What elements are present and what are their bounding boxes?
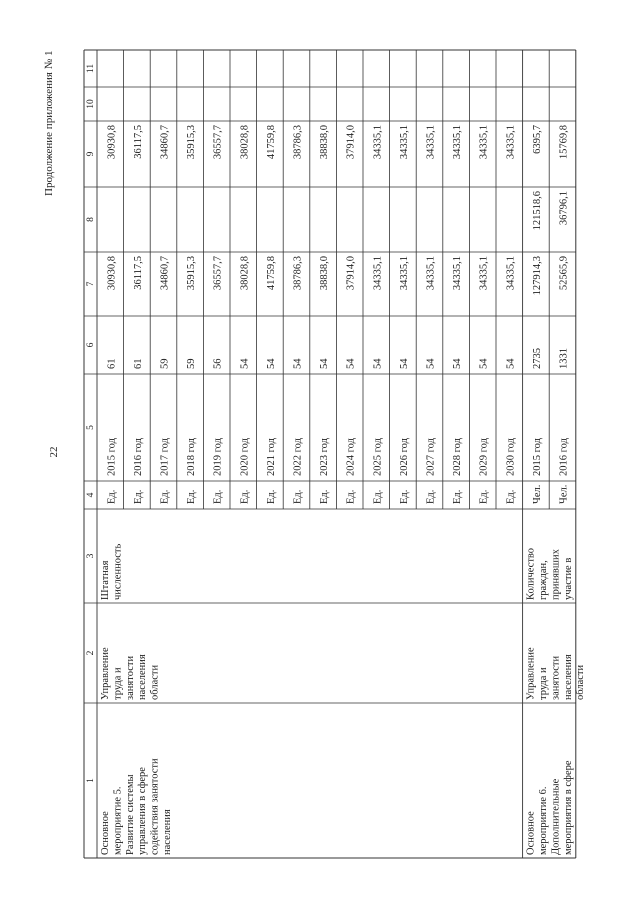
- cell-c6: 54: [425, 358, 437, 369]
- cell-c8: 121518,6: [531, 191, 543, 231]
- cell-c6: 61: [106, 358, 118, 369]
- cell-text-c3: принявших: [550, 549, 562, 600]
- cell-year: 2019 год: [212, 438, 224, 476]
- cell-text-c3: Количество: [525, 547, 537, 600]
- cell-c6: 61: [132, 358, 144, 369]
- cell-unit: Ед.: [292, 489, 304, 504]
- cell-unit: Ед.: [505, 489, 517, 504]
- cell-c6: 2735: [531, 348, 543, 369]
- cell-text-c1: Развитие системы: [124, 774, 136, 855]
- cell-unit: Ед.: [106, 489, 118, 504]
- cell-text-c2: населения: [562, 654, 574, 700]
- cell-unit: Ед.: [345, 489, 357, 504]
- cell-c7: 38838,0: [319, 256, 331, 291]
- column-header-9: 9: [86, 151, 96, 157]
- cell-year: 2016 год: [558, 438, 570, 476]
- cell-unit: Ед.: [186, 489, 198, 504]
- cell-c9: 34335,1: [372, 125, 384, 160]
- cell-c9: 15769,8: [558, 125, 570, 160]
- cell-c7: 37914,0: [345, 256, 357, 291]
- cell-unit: Ед.: [372, 489, 384, 504]
- cell-text-c1: населения: [162, 809, 173, 855]
- cell-text-c1: содействия занятости: [149, 758, 161, 855]
- cell-c9: 34335,1: [398, 125, 410, 160]
- cell-c6: 54: [478, 358, 490, 369]
- cell-text-c2: Управление: [100, 647, 111, 700]
- cell-c7: 41759,8: [265, 256, 277, 291]
- cell-text-c2: области: [149, 664, 161, 700]
- column-header-1: 1: [86, 778, 96, 783]
- cell-c7: 35915,3: [186, 256, 198, 291]
- cell-unit: Ед.: [452, 489, 464, 504]
- cell-c6: 54: [292, 358, 304, 369]
- cell-text-c1: Дополнительные: [550, 778, 562, 855]
- cell-c9: 35915,3: [186, 125, 198, 160]
- cell-c6: 1331: [558, 348, 570, 369]
- cell-c7: 36117,5: [132, 256, 144, 290]
- cell-c9: 36557,7: [212, 125, 224, 160]
- cell-c7: 34335,1: [452, 256, 464, 291]
- cell-c7: 52565,9: [558, 256, 570, 291]
- cell-text-c1: мероприятие 6.: [538, 786, 549, 855]
- cell-c6: 54: [345, 358, 357, 369]
- cell-unit: Ед.: [265, 489, 277, 504]
- cell-unit: Ед.: [239, 489, 251, 504]
- cell-c9: 38028,8: [239, 125, 251, 160]
- column-header-4: 4: [86, 492, 96, 498]
- column-header-8: 8: [86, 217, 96, 222]
- cell-c6: 54: [505, 358, 517, 369]
- cell-c7: 38028,8: [239, 256, 251, 291]
- cell-unit: Ед.: [425, 489, 437, 504]
- cell-c9: 36117,5: [132, 125, 144, 159]
- cell-unit: Ед.: [132, 489, 144, 504]
- column-header-7: 7: [86, 281, 96, 287]
- cell-text-c3: численность: [112, 543, 124, 600]
- cell-c6: 59: [186, 358, 198, 369]
- column-header-11: 11: [86, 63, 96, 74]
- cell-text-c3: участие в: [562, 557, 574, 600]
- cell-unit: Ед.: [212, 489, 224, 504]
- cell-year: 2022 год: [292, 438, 304, 476]
- page-number: 22: [48, 446, 60, 458]
- cell-unit: Чел.: [558, 484, 570, 504]
- cell-c6: 54: [265, 358, 277, 369]
- page-header: [43, 51, 60, 458]
- cell-c9: 38838,0: [319, 125, 331, 160]
- cell-c6: 56: [212, 358, 224, 369]
- cell-text-c1: Основное: [525, 811, 537, 855]
- column-header-2: 2: [86, 650, 96, 656]
- cell-c9: 34335,1: [505, 125, 517, 160]
- column-header-10: 10: [86, 99, 96, 109]
- cell-c7: 36557,7: [212, 256, 224, 291]
- cell-c8: 36796,1: [558, 191, 570, 226]
- cell-year: 2025 год: [372, 438, 384, 476]
- cell-year: 2029 год: [478, 438, 490, 476]
- cell-text-c1: мероприятие 5.: [112, 786, 124, 855]
- cell-year: 2017 год: [159, 438, 171, 476]
- column-header-6: 6: [86, 342, 96, 348]
- cell-c6: 54: [372, 358, 384, 369]
- cell-c7: 127914,3: [531, 256, 543, 296]
- cell-year: 2020 год: [239, 438, 251, 476]
- cell-c6: 54: [452, 358, 464, 369]
- column-header-3: 3: [86, 553, 96, 559]
- cell-c7: 34335,1: [425, 256, 437, 291]
- cell-c6: 54: [398, 358, 410, 369]
- column-header-5: 5: [86, 425, 96, 430]
- cell-year: 2018 год: [186, 438, 198, 476]
- cell-text-c1: Основное: [100, 811, 111, 855]
- cell-c7: 34335,1: [478, 256, 490, 291]
- cell-year: 2021 год: [265, 438, 277, 476]
- cell-text-c2: труда и: [538, 667, 549, 700]
- cell-c7: 30930,8: [106, 256, 118, 291]
- continuation-note: Продолжение приложения № 1: [43, 50, 55, 196]
- cell-text-c2: занятости: [550, 655, 562, 700]
- cell-c7: 34335,1: [505, 256, 517, 291]
- cell-c9: 30930,8: [106, 125, 118, 160]
- cell-text-c2: населения: [137, 654, 149, 700]
- cell-text-c2: области: [575, 664, 587, 700]
- cell-unit: Ед.: [478, 489, 490, 504]
- cell-c9: 38786,3: [292, 125, 304, 160]
- cell-text-c3: граждан,: [538, 560, 549, 600]
- cell-year: 2024 год: [345, 438, 357, 476]
- cell-c7: 38786,3: [292, 256, 304, 291]
- cell-c9: 34335,1: [425, 125, 437, 160]
- cell-c9: 37914,0: [345, 125, 357, 160]
- cell-text-c2: Управление: [525, 647, 537, 700]
- cell-c9: 41759,8: [265, 125, 277, 160]
- cell-c9: 34335,1: [452, 125, 464, 160]
- cell-c7: 34335,1: [372, 256, 384, 291]
- cell-text-c1: мероприятия в сфере: [562, 760, 574, 855]
- cell-unit: Ед.: [159, 489, 171, 504]
- cell-c6: 54: [319, 358, 331, 369]
- cell-c9: 6395,7: [531, 125, 543, 154]
- cell-text-c2: занятости: [124, 655, 136, 700]
- cell-c7: 34335,1: [398, 256, 410, 291]
- cell-text-c3: Штатная: [100, 560, 111, 600]
- cell-c6: 54: [239, 358, 251, 369]
- cell-year: 2015 год: [106, 438, 118, 476]
- cell-c6: 59: [159, 358, 171, 369]
- cell-c9: 34860,7: [159, 125, 171, 160]
- cell-c7: 34860,7: [159, 256, 171, 291]
- cell-unit: Чел.: [531, 484, 543, 504]
- cell-year: 2023 год: [319, 438, 331, 476]
- cell-year: 2030 год: [505, 438, 517, 476]
- cell-text-c1: управления в сфере: [137, 767, 149, 855]
- cell-year: 2027 год: [425, 438, 437, 476]
- cell-year: 2026 год: [398, 438, 410, 476]
- cell-unit: Ед.: [319, 489, 331, 504]
- cell-year: 2028 год: [452, 438, 464, 476]
- cell-year: 2015 год: [531, 438, 543, 476]
- cell-year: 2016 год: [132, 438, 144, 476]
- budget-table: [84, 50, 586, 858]
- cell-text-c2: труда и: [112, 667, 124, 700]
- cell-c9: 34335,1: [478, 125, 490, 160]
- cell-unit: Ед.: [398, 489, 410, 504]
